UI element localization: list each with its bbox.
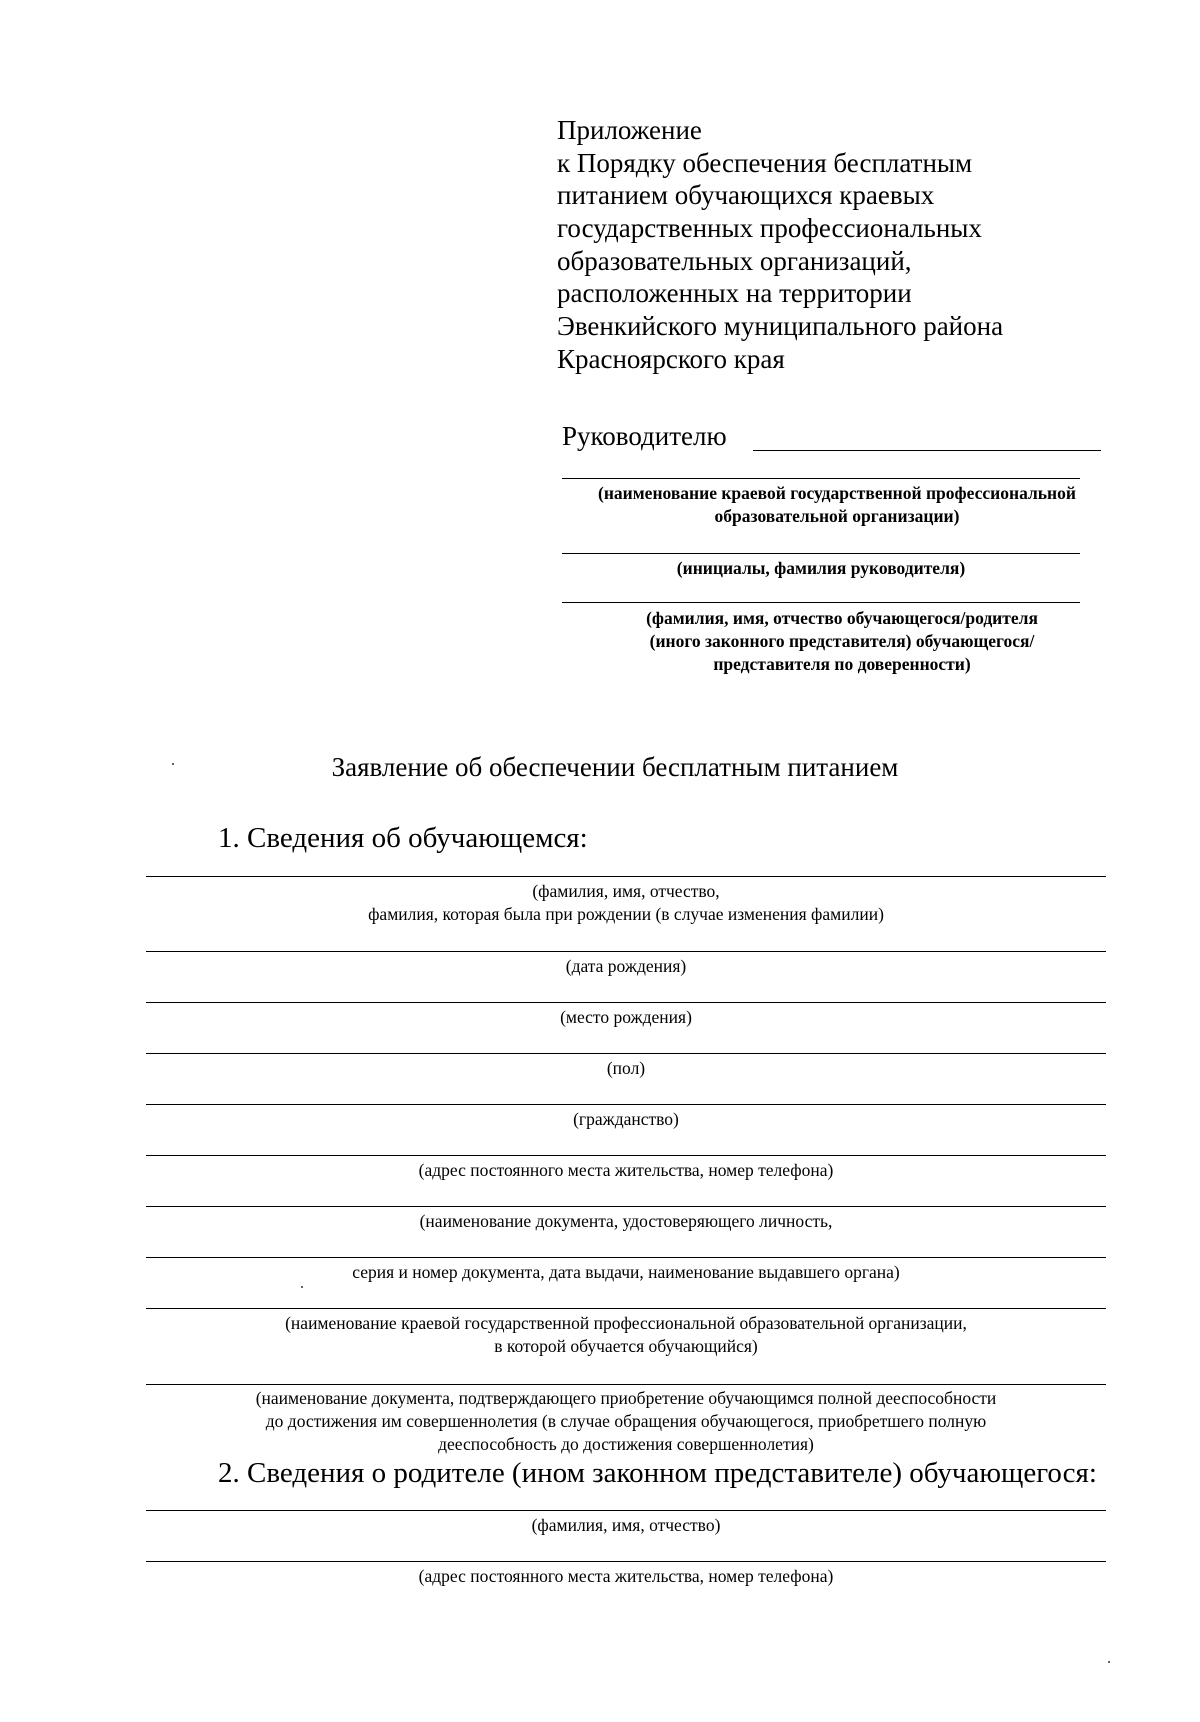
field-line-school[interactable] xyxy=(146,1308,1106,1309)
applicant-caption: представителя по доверенности) xyxy=(713,654,971,674)
field-caption: (наименование краевой государственной профессиональной образовательной организации, xyxy=(285,1313,967,1333)
appendix-line: расположенных на территории xyxy=(557,278,912,308)
field-caption: дееспособность до достижения совершеннолетия) xyxy=(438,1434,814,1454)
field-line-id-document[interactable] xyxy=(146,1206,1106,1207)
field-caption: в которой обучается обучающийся) xyxy=(494,1336,758,1356)
field-line-parent-name[interactable] xyxy=(146,1510,1106,1511)
field-caption: до достижения им совершеннолетия (в случае обращения обучающегося, приобретшего полную xyxy=(265,1411,987,1431)
org-caption: (наименование краевой государственной профессиональной xyxy=(598,483,1076,503)
scan-speck xyxy=(172,763,174,765)
org-name-line[interactable] xyxy=(562,478,1080,479)
applicant-caption: (иного законного представителя) обучающегося/ xyxy=(649,631,1035,651)
field-caption: (фамилия, имя, отчество) xyxy=(531,1515,721,1535)
appendix-line: Приложение xyxy=(557,115,702,145)
section2-heading: 2. Сведения о родителе (ином законном представителе) обучающегося: xyxy=(218,1457,1097,1489)
field-caption: серия и номер документа, дата выдачи, наименование выдавшего органа) xyxy=(352,1262,900,1282)
field-line-address[interactable] xyxy=(146,1155,1106,1156)
field-caption: (гражданство) xyxy=(573,1109,679,1129)
field-line-parent-address[interactable] xyxy=(146,1561,1106,1562)
appendix-line: питанием обучающихся краевых xyxy=(557,180,935,210)
field-caption: (адрес постоянного места жительства, номер телефона) xyxy=(418,1566,834,1586)
field-caption: (место рождения) xyxy=(560,1007,692,1027)
appendix-line: Эвенкийского муниципального района xyxy=(557,311,1004,341)
field-line-capacity-document[interactable] xyxy=(146,1384,1106,1385)
org-caption: образовательной организации) xyxy=(714,506,960,526)
field-line-birthdate[interactable] xyxy=(146,951,1106,952)
scan-speck xyxy=(1108,1661,1110,1663)
document-title: Заявление об обеспечении бесплатным питанием xyxy=(331,752,899,782)
section1-heading: 1. Сведения об обучающемся: xyxy=(218,822,588,854)
head-caption: (инициалы, фамилия руководителя) xyxy=(676,558,966,578)
field-caption: (фамилия, имя, отчество, xyxy=(532,881,720,901)
applicant-caption: (фамилия, имя, отчество обучающегося/родителя xyxy=(646,608,1038,628)
applicant-name-line[interactable] xyxy=(562,602,1080,603)
field-caption: фамилия, которая была при рождении (в случае изменения фамилии) xyxy=(368,904,884,924)
field-caption: (наименование документа, удостоверяющего личность, xyxy=(419,1211,833,1231)
field-caption: (пол) xyxy=(606,1058,646,1078)
field-caption: (дата рождения) xyxy=(565,956,687,976)
field-line-birthplace[interactable] xyxy=(146,1002,1106,1003)
field-caption: (адрес постоянного места жительства, номер телефона) xyxy=(418,1160,834,1180)
field-caption: (наименование документа, подтверждающего приобретение обучающимся полной дееспособности xyxy=(255,1388,997,1408)
appendix-line: государственных профессиональных xyxy=(557,213,982,243)
appendix-line: Красноярского края xyxy=(557,344,785,374)
head-name-line[interactable] xyxy=(562,553,1080,554)
field-line-id-details[interactable] xyxy=(146,1257,1106,1258)
field-line-sex[interactable] xyxy=(146,1053,1106,1054)
scan-speck xyxy=(301,1286,303,1288)
appendix-line: образовательных организаций, xyxy=(557,246,912,276)
field-line-citizenship[interactable] xyxy=(146,1104,1106,1105)
field-line-fullname[interactable] xyxy=(146,876,1106,877)
addressee-name-line[interactable] xyxy=(753,450,1101,451)
addressee-label: Руководителю xyxy=(562,421,727,451)
appendix-line: к Порядку обеспечения бесплатным xyxy=(557,148,973,178)
